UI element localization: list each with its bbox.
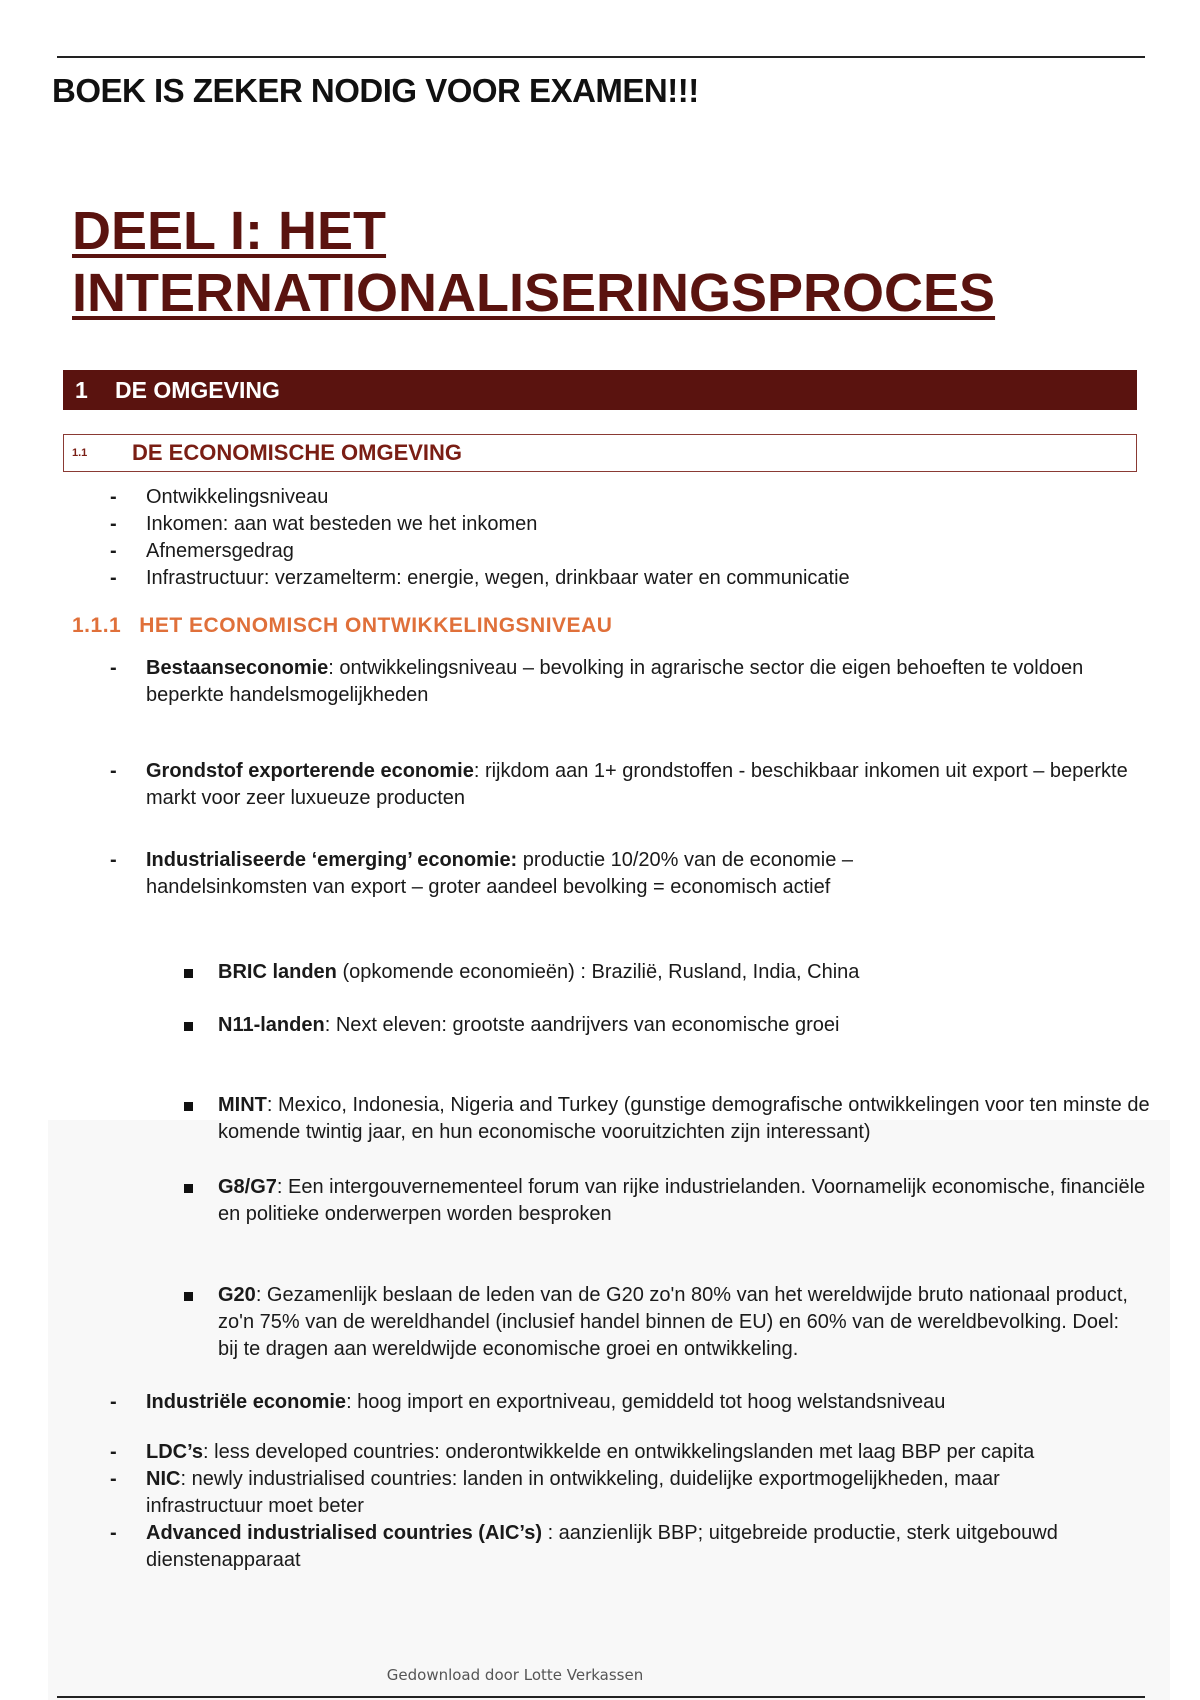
top-rule	[57, 56, 1145, 58]
definition: : Next eleven: grootste aandrijvers van economische groei	[324, 1014, 840, 1036]
list-item	[182, 1174, 1172, 1228]
economy-list-2	[108, 758, 1158, 812]
list-item	[108, 655, 1158, 709]
exam-warning: BOEK IS ZEKER NODIG VOOR EXAMEN!!!	[52, 72, 699, 109]
subsection-number: 1.1.1	[72, 614, 122, 637]
term: LDC’s	[146, 1441, 204, 1463]
definition: : rijkdom aan 1+ grondstoffen - beschikbaar inkomen uit export – beperkte markt voor zeer luxueuze producten	[146, 760, 1128, 809]
part-title-line1: DEEL I: HET	[72, 201, 387, 261]
definition: : hoog import en exportniveau, gemiddeld tot hoog welstandsniveau	[346, 1391, 946, 1413]
term: NIC	[146, 1468, 181, 1490]
term: Advanced industrialised countries (AIC’s)	[146, 1522, 543, 1544]
term: Industrialiseerde ‘emerging’ economie:	[146, 849, 518, 871]
economy-list-4	[108, 1389, 1158, 1416]
group-list-3	[182, 1092, 1172, 1146]
subsection-heading	[72, 614, 612, 638]
definition: : Mexico, Indonesia, Nigeria and Turkey (gunstige demografische ontwikkelingen voor ten minste de komende twintig jaar, en hun economische vooruitzichten zijn interessant)	[218, 1094, 1150, 1143]
term: Industriële economie	[146, 1391, 347, 1413]
list-item: - Inkomen: aan wat besteden we het inkomen	[108, 511, 1158, 538]
definition: productie 10/20% van de economie – handelsinkomsten van export – groter aandeel bevolking = economisch actief	[146, 849, 854, 898]
economy-list-3	[108, 847, 968, 901]
list-item	[108, 1389, 1158, 1416]
term: N11-landen	[218, 1014, 325, 1036]
list-item	[182, 959, 1172, 986]
definition: : Een intergouvernementeel forum van rijke industrielanden. Voornamelijk economische, financiële en politieke onderwerpen worden besproken	[218, 1176, 1146, 1225]
group-list-5	[182, 1282, 1142, 1363]
section-heading	[63, 434, 1137, 472]
list-item	[108, 1439, 1078, 1466]
list-item	[108, 847, 968, 901]
chapter-heading	[63, 370, 1137, 410]
definition: : Gezamenlijk beslaan de leden van de G20 zo'n 80% van het wereldwijde bruto nationaal product, zo'n 75% van de wereldhandel (inclusief handel binnen de EU) en 60% van de wereldbevolking. Doel: bij te dragen aan wereldwijde economische groei en ontwikkeling.	[218, 1284, 1128, 1360]
definition: (opkomende economieën) : Brazilië, Rusland, India, China	[336, 961, 860, 983]
group-list-1	[182, 959, 1172, 986]
economy-list-5	[108, 1439, 1078, 1574]
list-item	[108, 758, 1158, 812]
subsection-label: HET ECONOMISCH ONTWIKKELINGSNIVEAU	[139, 614, 613, 637]
definition: : less developed countries: onderontwikkelde en ontwikkelingslanden met laag BBP per capita	[203, 1441, 1035, 1463]
part-title	[72, 200, 1182, 324]
section-label: DE ECONOMISCHE OMGEVING	[132, 440, 463, 465]
term: G20	[218, 1284, 256, 1306]
list-item	[182, 1092, 1172, 1146]
definition: : newly industrialised countries: landen in ontwikkeling, duidelijke exportmogelijkheden, maar infrastructuur moet beter	[146, 1468, 1000, 1517]
section-number: 1.1	[72, 447, 88, 459]
list-item: - Ontwikkelingsniveau	[108, 484, 1158, 511]
term: Grondstof exporterende economie	[146, 760, 474, 782]
term: MINT	[218, 1094, 267, 1116]
list-item	[108, 1466, 1078, 1520]
term: Bestaanseconomie	[146, 657, 329, 679]
definition: : ontwikkelingsniveau – bevolking in agrarische sector die eigen behoeften te voldoen beperkte handelsmogelijkheden	[146, 657, 1084, 706]
economy-list-1	[108, 655, 1158, 709]
term: BRIC landen	[218, 961, 337, 983]
group-list-2	[182, 1012, 1172, 1039]
list-item: - Afnemersgedrag	[108, 538, 1158, 565]
definition: : aanzienlijk BBP; uitgebreide productie, sterk uitgebouwd dienstenapparaat	[146, 1522, 1058, 1571]
term: G8/G7	[218, 1176, 277, 1198]
list-item	[182, 1282, 1142, 1363]
bottom-rule	[57, 1696, 1145, 1698]
intro-list	[108, 484, 1158, 592]
list-item	[108, 1520, 1078, 1574]
list-item	[182, 1012, 1172, 1039]
chapter-label: DE OMGEVING	[115, 376, 280, 403]
list-item: - Infrastructuur: verzamelterm: energie, wegen, drinkbaar water en communicatie	[108, 565, 1158, 592]
download-footer: Gedownload door Lotte Verkassen	[386, 1666, 644, 1684]
part-title-line2: INTERNATIONALISERINGSPROCES	[72, 263, 996, 323]
group-list-4	[182, 1174, 1172, 1228]
chapter-number: 1	[75, 376, 88, 403]
